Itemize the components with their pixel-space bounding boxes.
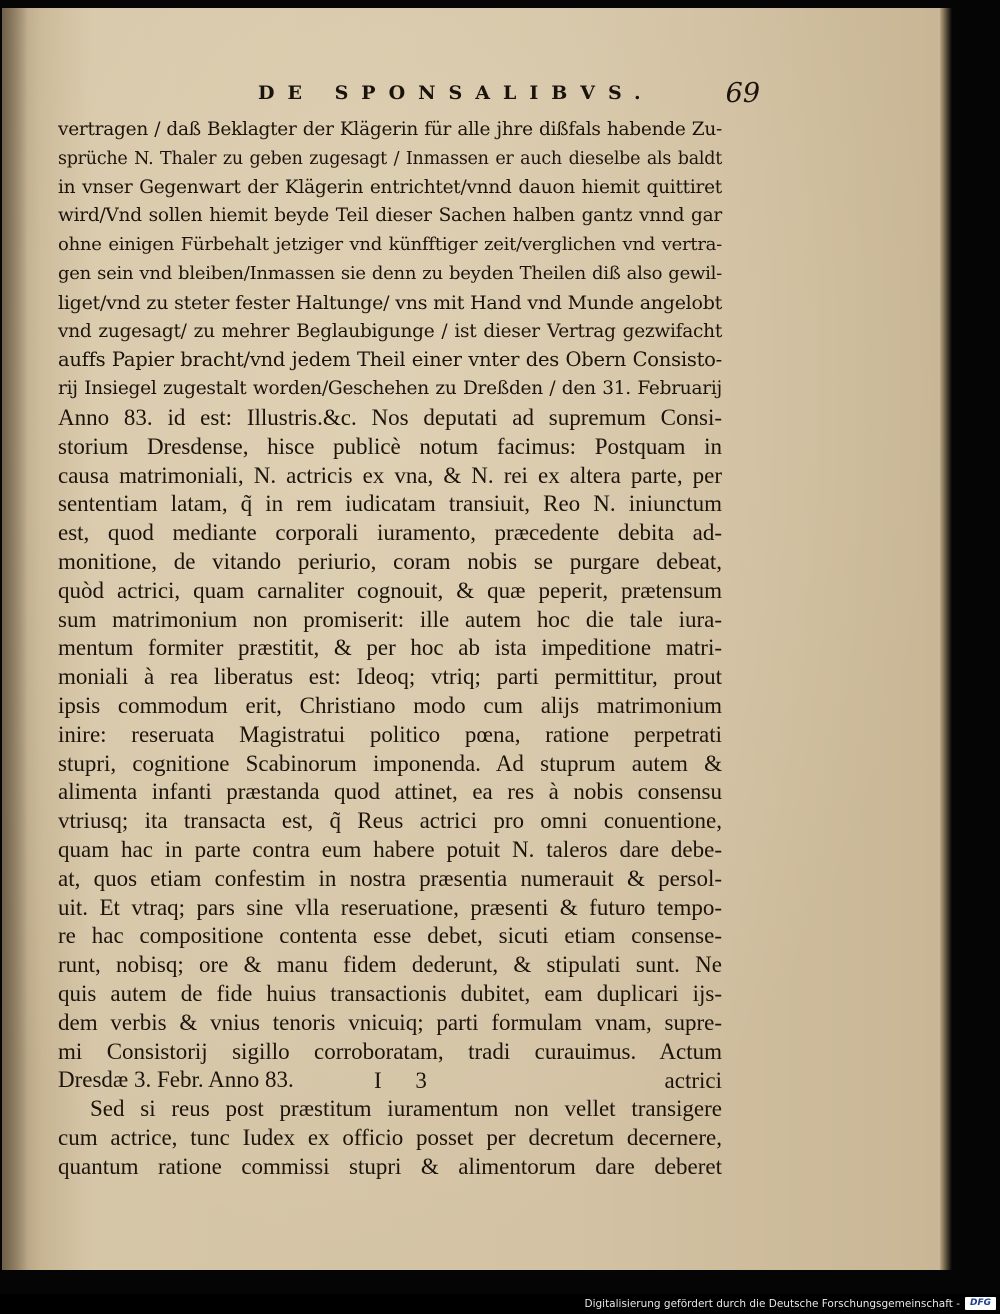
text-line: mentum formiter præstitit, & per hoc ab ista impeditione matri- bbox=[58, 635, 722, 661]
text-line: rij Insiegel zugestalt worden/Geschehen zu Dreßden / den 31. Februarij bbox=[58, 378, 722, 400]
text-line: ohne einigen Fürbehalt jetziger vnd künfftiger zeit/verglichen vnd vertra- bbox=[58, 234, 722, 256]
text-line: causa matrimoniali, N. actricis ex vna, & N. rei ex altera parte, per bbox=[58, 462, 722, 488]
text-line: mi Consistorij sigillo corroboratam, tradi curauimus. Actum bbox=[58, 1038, 722, 1064]
text-line: runt, nobisq; ore & manu fidem dederunt, & stipulati sunt. Ne bbox=[58, 952, 722, 978]
credit-bar bbox=[0, 1294, 1000, 1314]
text-line: Dresdæ 3. Febr. Anno 83. bbox=[58, 1067, 294, 1093]
page-footer bbox=[58, 1068, 722, 1100]
text-line: uit. Et vtraq; pars sine vlla reseruatione, præsenti & futuro tempo- bbox=[58, 894, 722, 920]
text-line: monitione, de vitando periurio, coram nobis se purgare debeat, bbox=[58, 548, 722, 574]
text-line: est, quod mediante corporali iuramento, præcedente debita ad- bbox=[58, 520, 722, 546]
text-line: wird/Vnd sollen hiemit beyde Teil dieser Sachen halben gantz vnnd gar bbox=[58, 205, 722, 227]
text-line: liget/vnd zu steter fester Haltunge/ vns mit Hand vnd Munde angelobt bbox=[58, 291, 722, 314]
text-line: vertragen / daß Beklagter der Klägerin für alle jhre dißfals habende Zu- bbox=[58, 119, 722, 140]
text-block bbox=[58, 116, 722, 1181]
page-edge-shadow bbox=[940, 8, 952, 1270]
dfg-logo: DFG bbox=[965, 1297, 996, 1310]
text-line: alimenta infanti præstanda quod attinet, ea res à nobis consensu bbox=[58, 779, 722, 805]
text-line: quòd actrici, quam carnaliter cognouit, & quæ peperit, prætensum bbox=[58, 577, 722, 603]
text-line: vtriusq; ita transacta est, q̃ Reus actrici pro omni conuentione, bbox=[58, 808, 722, 834]
text-line: sum matrimonium non promiserit: ille autem hoc die tale iura- bbox=[58, 606, 722, 632]
text-line: dem verbis & vnius tenoris vnicuiq; parti formulam vnam, supre- bbox=[58, 1009, 722, 1035]
text-line: vnd zugesagt/ zu mehrer Beglaubigunge / ist dieser Vertrag gezwifacht bbox=[58, 320, 722, 342]
text-line: re hac compositione contenta esse debet, sicuti etiam consense- bbox=[58, 923, 722, 949]
page-gutter-shadow bbox=[2, 8, 28, 1270]
text-line: in vnser Gegenwart der Klägerin entrichtet/vnnd dauon hiemit quittiret bbox=[58, 176, 722, 198]
signature-mark: I 3 bbox=[374, 1068, 441, 1093]
text-line: at, quos etiam confestim in nostra præsentia numerauit & persol- bbox=[58, 865, 722, 891]
text-line: cum actrice, tunc Iudex ex officio posset per decretum decernere, bbox=[58, 1124, 722, 1150]
text-line: ipsis commodum erit, Christiano modo cum alijs matrimonium bbox=[58, 692, 722, 718]
text-line: sententiam latam, q̃ in rem iudicatam transiuit, Reo N. iniunctum bbox=[58, 491, 722, 517]
text-line: Sed si reus post præstitum iuramentum non vellet transigere bbox=[90, 1096, 722, 1122]
text-line: Anno 83. id est: Illustris.&c. Nos deputati ad supremum Consi- bbox=[58, 404, 722, 430]
text-line: sprüche N. Thaler zu geben zugesagt / Inmassen er auch dieselbe als baldt bbox=[58, 148, 722, 169]
page-number: 69 bbox=[725, 78, 760, 109]
text-line: gen sein vnd bleiben/Inmassen sie denn zu beyden Theilen diß also gewil- bbox=[58, 262, 722, 284]
text-line: quis autem de fide huius transactionis dubitet, eam duplicari ijs- bbox=[58, 980, 722, 1006]
text-line: auffs Papier bracht/vnd jedem Theil einer vnter des Obern Consisto- bbox=[58, 348, 722, 372]
catchword: actrici bbox=[664, 1068, 722, 1093]
text-line: stupri, cognitione Scabinorum imponenda. Ad stuprum autem & bbox=[58, 750, 722, 776]
text-line: storium Dresdense, hisce publicè notum facimus: Postquam in bbox=[58, 433, 722, 459]
text-line: moniali à rea liberatus est: Ideoq; vtriq; parti permittitur, prout bbox=[58, 664, 722, 690]
credit-text: Digitalisierung gefördert durch die Deutsche Forschungsgemeinschaft - bbox=[584, 1298, 960, 1310]
text-line: quam hac in parte contra eum habere potuit N. taleros dare debe- bbox=[58, 836, 722, 862]
running-head: DE SPONSALIBVS. bbox=[258, 82, 654, 104]
text-line: inire: reseruata Magistratui politico pœna, ratione perpetrati bbox=[58, 721, 722, 747]
text-line: quantum ratione commissi stupri & alimentorum dare deberet bbox=[58, 1153, 722, 1179]
